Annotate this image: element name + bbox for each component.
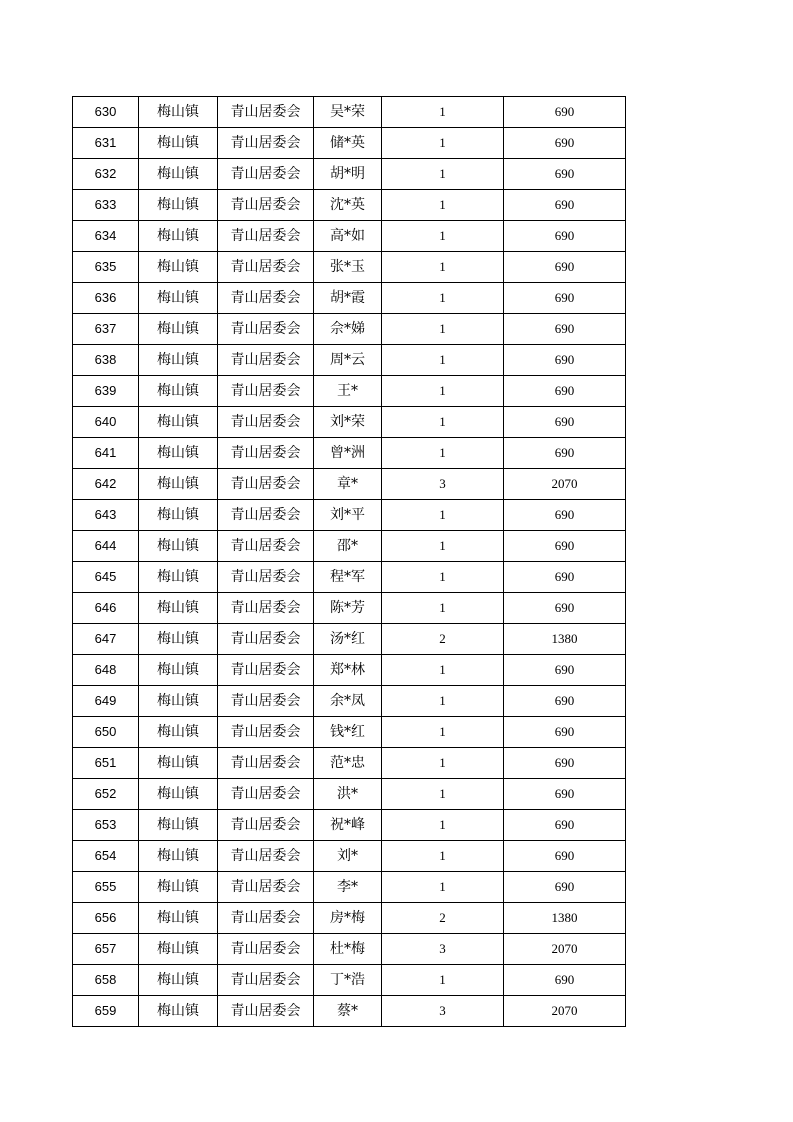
table-row [73, 190, 626, 221]
table-row [73, 314, 626, 345]
cell-persons: 3 [382, 469, 504, 500]
cell-committee: 青山居委会 [218, 717, 314, 748]
table-row [73, 996, 626, 1027]
cell-name: 邵* [314, 531, 382, 562]
table-body [73, 97, 626, 1027]
cell-committee: 青山居委会 [218, 624, 314, 655]
cell-amount: 690 [504, 314, 626, 345]
table-row [73, 934, 626, 965]
cell-persons: 1 [382, 593, 504, 624]
cell-committee: 青山居委会 [218, 159, 314, 190]
cell-name: 祝*峰 [314, 810, 382, 841]
cell-committee: 青山居委会 [218, 252, 314, 283]
cell-name: 丁*浩 [314, 965, 382, 996]
cell-committee: 青山居委会 [218, 996, 314, 1027]
cell-committee: 青山居委会 [218, 469, 314, 500]
cell-amount: 690 [504, 593, 626, 624]
table-row [73, 841, 626, 872]
cell-town: 梅山镇 [139, 531, 218, 562]
cell-persons: 1 [382, 345, 504, 376]
cell-town: 梅山镇 [139, 500, 218, 531]
cell-town: 梅山镇 [139, 469, 218, 500]
cell-committee: 青山居委会 [218, 97, 314, 128]
cell-name: 胡*霞 [314, 283, 382, 314]
cell-amount: 2070 [504, 469, 626, 500]
cell-committee: 青山居委会 [218, 376, 314, 407]
cell-town: 梅山镇 [139, 97, 218, 128]
cell-serial-number: 659 [73, 996, 139, 1027]
cell-amount: 690 [504, 686, 626, 717]
cell-committee: 青山居委会 [218, 221, 314, 252]
cell-town: 梅山镇 [139, 872, 218, 903]
cell-amount: 690 [504, 748, 626, 779]
cell-persons: 1 [382, 438, 504, 469]
cell-town: 梅山镇 [139, 314, 218, 345]
cell-persons: 1 [382, 376, 504, 407]
cell-amount: 690 [504, 221, 626, 252]
cell-persons: 1 [382, 965, 504, 996]
cell-serial-number: 650 [73, 717, 139, 748]
table-row [73, 438, 626, 469]
cell-committee: 青山居委会 [218, 345, 314, 376]
cell-amount: 690 [504, 965, 626, 996]
cell-name: 房*梅 [314, 903, 382, 934]
cell-name: 汤*红 [314, 624, 382, 655]
cell-amount: 690 [504, 500, 626, 531]
cell-town: 梅山镇 [139, 159, 218, 190]
table-row [73, 872, 626, 903]
cell-committee: 青山居委会 [218, 965, 314, 996]
cell-committee: 青山居委会 [218, 934, 314, 965]
cell-town: 梅山镇 [139, 624, 218, 655]
cell-persons: 1 [382, 221, 504, 252]
cell-name: 李* [314, 872, 382, 903]
table-row [73, 686, 626, 717]
table-row [73, 748, 626, 779]
cell-name: 高*如 [314, 221, 382, 252]
cell-serial-number: 648 [73, 655, 139, 686]
cell-serial-number: 631 [73, 128, 139, 159]
cell-serial-number: 632 [73, 159, 139, 190]
cell-town: 梅山镇 [139, 345, 218, 376]
cell-serial-number: 656 [73, 903, 139, 934]
cell-amount: 690 [504, 345, 626, 376]
cell-name: 佘*娣 [314, 314, 382, 345]
cell-town: 梅山镇 [139, 748, 218, 779]
cell-committee: 青山居委会 [218, 190, 314, 221]
table-row [73, 283, 626, 314]
table-row [73, 717, 626, 748]
cell-amount: 2070 [504, 996, 626, 1027]
cell-town: 梅山镇 [139, 128, 218, 159]
cell-persons: 1 [382, 562, 504, 593]
cell-committee: 青山居委会 [218, 779, 314, 810]
cell-name: 蔡* [314, 996, 382, 1027]
cell-serial-number: 654 [73, 841, 139, 872]
cell-persons: 2 [382, 624, 504, 655]
cell-persons: 1 [382, 686, 504, 717]
cell-persons: 1 [382, 159, 504, 190]
cell-serial-number: 652 [73, 779, 139, 810]
table-row [73, 159, 626, 190]
cell-serial-number: 635 [73, 252, 139, 283]
cell-committee: 青山居委会 [218, 407, 314, 438]
cell-name: 张*玉 [314, 252, 382, 283]
cell-serial-number: 633 [73, 190, 139, 221]
cell-amount: 690 [504, 407, 626, 438]
cell-town: 梅山镇 [139, 252, 218, 283]
cell-town: 梅山镇 [139, 779, 218, 810]
cell-name: 储*英 [314, 128, 382, 159]
cell-serial-number: 644 [73, 531, 139, 562]
cell-town: 梅山镇 [139, 717, 218, 748]
cell-amount: 690 [504, 97, 626, 128]
cell-serial-number: 643 [73, 500, 139, 531]
cell-amount: 690 [504, 531, 626, 562]
cell-committee: 青山居委会 [218, 810, 314, 841]
cell-persons: 1 [382, 97, 504, 128]
cell-amount: 690 [504, 376, 626, 407]
table-row [73, 655, 626, 686]
cell-serial-number: 645 [73, 562, 139, 593]
cell-committee: 青山居委会 [218, 593, 314, 624]
cell-amount: 2070 [504, 934, 626, 965]
cell-amount: 690 [504, 655, 626, 686]
beneficiary-table [72, 96, 626, 1027]
cell-name: 杜*梅 [314, 934, 382, 965]
cell-serial-number: 637 [73, 314, 139, 345]
cell-persons: 1 [382, 500, 504, 531]
cell-name: 胡*明 [314, 159, 382, 190]
cell-amount: 690 [504, 159, 626, 190]
cell-name: 郑*林 [314, 655, 382, 686]
table-row [73, 128, 626, 159]
cell-serial-number: 657 [73, 934, 139, 965]
cell-amount: 690 [504, 438, 626, 469]
cell-persons: 1 [382, 190, 504, 221]
cell-serial-number: 649 [73, 686, 139, 717]
cell-town: 梅山镇 [139, 996, 218, 1027]
cell-amount: 690 [504, 779, 626, 810]
cell-name: 陈*芳 [314, 593, 382, 624]
cell-serial-number: 655 [73, 872, 139, 903]
cell-persons: 1 [382, 314, 504, 345]
cell-name: 范*忠 [314, 748, 382, 779]
cell-committee: 青山居委会 [218, 500, 314, 531]
cell-town: 梅山镇 [139, 283, 218, 314]
cell-town: 梅山镇 [139, 810, 218, 841]
table-row [73, 97, 626, 128]
cell-serial-number: 636 [73, 283, 139, 314]
cell-name: 刘* [314, 841, 382, 872]
cell-town: 梅山镇 [139, 903, 218, 934]
cell-name: 刘*荣 [314, 407, 382, 438]
cell-committee: 青山居委会 [218, 903, 314, 934]
cell-name: 吴*荣 [314, 97, 382, 128]
cell-amount: 690 [504, 562, 626, 593]
cell-amount: 1380 [504, 903, 626, 934]
cell-persons: 1 [382, 717, 504, 748]
cell-serial-number: 640 [73, 407, 139, 438]
cell-amount: 1380 [504, 624, 626, 655]
table-row [73, 779, 626, 810]
cell-amount: 690 [504, 717, 626, 748]
cell-amount: 690 [504, 190, 626, 221]
cell-town: 梅山镇 [139, 407, 218, 438]
table-row [73, 500, 626, 531]
cell-persons: 3 [382, 996, 504, 1027]
cell-serial-number: 653 [73, 810, 139, 841]
table-row [73, 903, 626, 934]
cell-amount: 690 [504, 810, 626, 841]
cell-persons: 1 [382, 283, 504, 314]
cell-town: 梅山镇 [139, 965, 218, 996]
cell-serial-number: 658 [73, 965, 139, 996]
table-row [73, 562, 626, 593]
table-row [73, 345, 626, 376]
cell-name: 余*凤 [314, 686, 382, 717]
cell-town: 梅山镇 [139, 655, 218, 686]
cell-town: 梅山镇 [139, 376, 218, 407]
cell-name: 洪* [314, 779, 382, 810]
cell-committee: 青山居委会 [218, 531, 314, 562]
cell-name: 程*军 [314, 562, 382, 593]
cell-town: 梅山镇 [139, 562, 218, 593]
cell-name: 曾*洲 [314, 438, 382, 469]
cell-serial-number: 634 [73, 221, 139, 252]
table-row [73, 531, 626, 562]
cell-amount: 690 [504, 252, 626, 283]
cell-persons: 1 [382, 252, 504, 283]
cell-amount: 690 [504, 283, 626, 314]
table-row [73, 593, 626, 624]
cell-persons: 1 [382, 655, 504, 686]
table-row [73, 407, 626, 438]
cell-amount: 690 [504, 128, 626, 159]
cell-committee: 青山居委会 [218, 128, 314, 159]
table-row [73, 810, 626, 841]
cell-persons: 3 [382, 934, 504, 965]
cell-serial-number: 651 [73, 748, 139, 779]
cell-committee: 青山居委会 [218, 655, 314, 686]
cell-persons: 1 [382, 872, 504, 903]
cell-serial-number: 641 [73, 438, 139, 469]
cell-persons: 1 [382, 531, 504, 562]
cell-committee: 青山居委会 [218, 872, 314, 903]
cell-persons: 1 [382, 748, 504, 779]
cell-persons: 2 [382, 903, 504, 934]
cell-committee: 青山居委会 [218, 314, 314, 345]
cell-persons: 1 [382, 779, 504, 810]
cell-town: 梅山镇 [139, 593, 218, 624]
cell-name: 钱*红 [314, 717, 382, 748]
cell-town: 梅山镇 [139, 686, 218, 717]
cell-serial-number: 638 [73, 345, 139, 376]
cell-committee: 青山居委会 [218, 562, 314, 593]
cell-persons: 1 [382, 810, 504, 841]
cell-serial-number: 639 [73, 376, 139, 407]
table-row [73, 376, 626, 407]
cell-serial-number: 646 [73, 593, 139, 624]
cell-town: 梅山镇 [139, 438, 218, 469]
cell-serial-number: 642 [73, 469, 139, 500]
cell-serial-number: 647 [73, 624, 139, 655]
cell-town: 梅山镇 [139, 841, 218, 872]
cell-amount: 690 [504, 841, 626, 872]
cell-amount: 690 [504, 872, 626, 903]
cell-persons: 1 [382, 407, 504, 438]
table-row [73, 252, 626, 283]
cell-committee: 青山居委会 [218, 686, 314, 717]
cell-name: 王* [314, 376, 382, 407]
cell-committee: 青山居委会 [218, 841, 314, 872]
table-row [73, 624, 626, 655]
cell-committee: 青山居委会 [218, 283, 314, 314]
cell-name: 刘*平 [314, 500, 382, 531]
cell-name: 章* [314, 469, 382, 500]
cell-persons: 1 [382, 128, 504, 159]
table-row [73, 965, 626, 996]
cell-name: 沈*英 [314, 190, 382, 221]
cell-persons: 1 [382, 841, 504, 872]
cell-serial-number: 630 [73, 97, 139, 128]
cell-town: 梅山镇 [139, 190, 218, 221]
cell-name: 周*云 [314, 345, 382, 376]
table-row [73, 221, 626, 252]
cell-committee: 青山居委会 [218, 748, 314, 779]
table-row [73, 469, 626, 500]
cell-town: 梅山镇 [139, 221, 218, 252]
cell-town: 梅山镇 [139, 934, 218, 965]
cell-committee: 青山居委会 [218, 438, 314, 469]
